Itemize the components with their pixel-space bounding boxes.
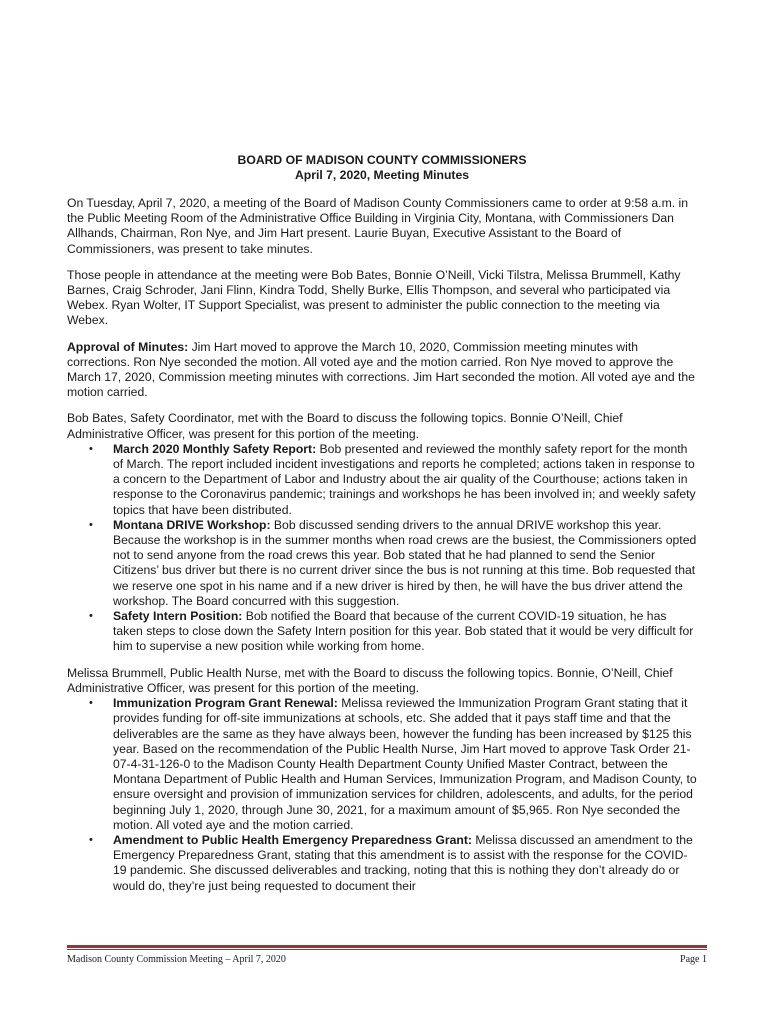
title-block bbox=[67, 153, 697, 183]
bullet-icon: • bbox=[89, 697, 93, 710]
bullet-icon: • bbox=[89, 442, 93, 455]
topic-text: Bob notified the Board that because of the current COVID-19 situation, he has taken steps to close down the Safety Intern position for this year. Bob stated that it would be very difficult for him to supervise a new position while working from home. bbox=[113, 609, 694, 654]
topic-text: Melissa discussed an amendment to the Emergency Preparedness Grant, stating that this amendment is to assist with the response for the COVID-19 pandemic. She discussed deliverables and tracking, noting that this is nothing they don’t already do or would do, they’re just being requested to document their bbox=[113, 832, 693, 893]
safety-intro: Bob Bates, Safety Coordinator, met with the Board to discuss the following topics. Bonnie O’Neill, Chief Administrative Officer, was present for this portion of the meeting. bbox=[67, 411, 623, 441]
document-body bbox=[67, 153, 697, 905]
health-topics-list bbox=[67, 696, 697, 894]
topic-label: Montana DRIVE Workshop: bbox=[113, 517, 271, 532]
bullet-icon: • bbox=[89, 518, 93, 531]
document-title: BOARD OF MADISON COUNTY COMMISSIONERS bbox=[237, 153, 527, 167]
list-item bbox=[67, 518, 697, 609]
footer-rule-thin bbox=[67, 949, 707, 950]
list-item bbox=[67, 609, 697, 655]
bullet-icon: • bbox=[89, 610, 93, 623]
approval-paragraph bbox=[67, 340, 697, 401]
footer-title: Madison County Commission Meeting – April 7, 2020 bbox=[67, 954, 286, 965]
safety-topics-list bbox=[67, 442, 697, 655]
page-footer bbox=[67, 954, 707, 965]
topic-text: Melissa reviewed the Immunization Program Grant stating that it provides funding for off-site immunizations at schools, etc. She added that it pays staff time and that the deliverables are the same as they have always been, however the funding has been increased by $125 this year. Based on the recommendation of the Public Health Nurse, Jim Hart moved to approve Task Order 21-07-4-31-126-0 to the Madison County Health Department County Unified Master Contract, between the Montana Department of Public Health and Human Services, Immunization Program, and Madison County, to ensure oversight and provision of immunization services for children, adolescents, and adults, for the period beginning July 1, 2020, through June 30, 2021, for a maximum amount of $5,965. Ron Nye seconded the motion. All voted aye and the motion carried. bbox=[113, 696, 697, 832]
attendance-paragraph: Those people in attendance at the meeting were Bob Bates, Bonnie O’Neill, Vicki Tilstra, Melissa Brummell, Kathy Barnes, Craig Schroder, Jani Flinn, Kindra Todd, Shelly Burke, Ellis Thompson, and several who participated via Webex. Ryan Wolter, IT Support Specialist, was present to administer the public connection to the meeting via Webex. bbox=[67, 267, 681, 328]
topic-text: Bob discussed sending drivers to the annual DRIVE workshop this year. Because the workshop is in the summer months when road crews are the busiest, the Commissioners opted not to send anyone from the road crews this year. Bob stated that he had planned to send the Senior Citizens’ bus driver but there is no current driver since the bus is not running at this time. Bob requested that we reserve one spot in his name and if a new driver is hired by then, he will have the bus driver attend the workshop. The Board concurred with this suggestion. bbox=[113, 517, 697, 608]
topic-text: Bob presented and reviewed the monthly safety report for the month of March. The report included incident investigations and reports he completed; actions taken in response to a concern to the Department of Labor and Industry about the air quality of the Courthouse; actions taken in response to the Coronavirus pandemic; trainings and workshops he has been involved in; and weekly safety topics that have been distributed. bbox=[113, 441, 696, 517]
topic-label: March 2020 Monthly Safety Report: bbox=[113, 441, 317, 456]
approval-text: Jim Hart moved to approve the March 10, 2020, Commission meeting minutes with corrections. Ron Nye seconded the motion. All voted aye and the motion carried. Ron Nye moved to approve the March 17, 2020, Commission meeting minutes with corrections. Jim Hart seconded the motion. All voted aye and the motion carried. bbox=[67, 339, 695, 400]
approval-label: Approval of Minutes: bbox=[67, 339, 189, 354]
intro-paragraph: On Tuesday, April 7, 2020, a meeting of the Board of Madison County Commissioners came to order at 9:58 a.m. in the Public Meeting Room of the Administrative Office Building in Virginia City, Montana, with Commissioners Dan Allhands, Chairman, Ron Nye, and Jim Hart present. Laurie Buyan, Executive Assistant to the Board of Commissioners, was present to take minutes. bbox=[67, 196, 688, 256]
list-item bbox=[67, 833, 697, 894]
topic-label: Safety Intern Position: bbox=[113, 609, 243, 624]
bullet-icon: • bbox=[89, 833, 93, 846]
document-subtitle: April 7, 2020, Meeting Minutes bbox=[294, 168, 470, 182]
health-intro: Melissa Brummell, Public Health Nurse, met with the Board to discuss the following topics. Bonnie, O’Neill, Chief Administrative Officer, was present for this portion of the meeting. bbox=[67, 665, 673, 695]
list-item bbox=[67, 442, 697, 518]
page-number: Page 1 bbox=[680, 954, 707, 965]
footer-rule bbox=[67, 945, 707, 948]
list-item bbox=[67, 696, 697, 833]
topic-label: Amendment to Public Health Emergency Preparedness Grant: bbox=[113, 832, 472, 847]
topic-label: Immunization Program Grant Renewal: bbox=[113, 696, 338, 711]
